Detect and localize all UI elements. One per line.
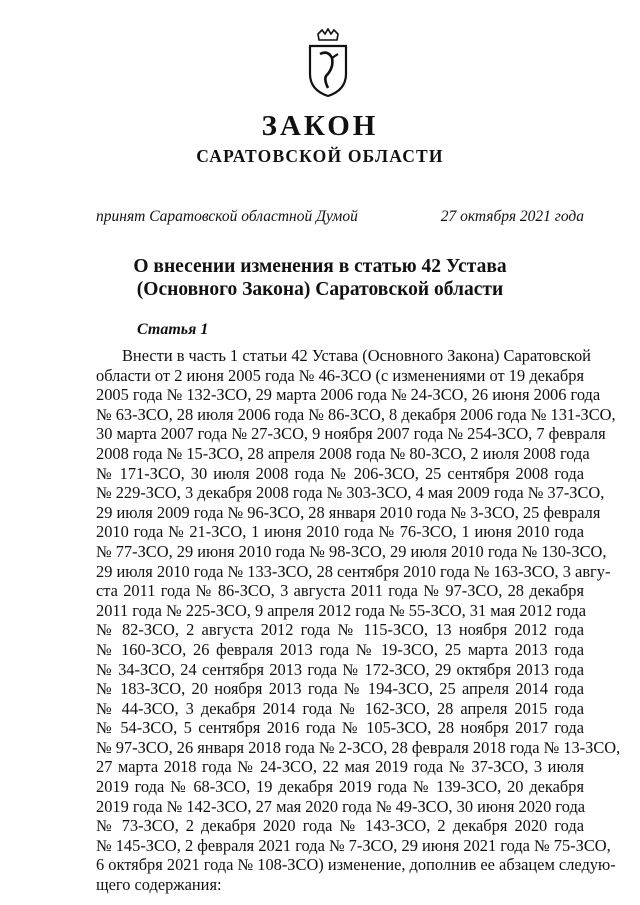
coat-of-arms-emblem [306, 28, 350, 98]
body-text-line: № 34-ЗСО, 24 сентября 2013 года № 172-ЗСО, 29 октября 2013 года [96, 659, 584, 679]
body-text-line: № 145-ЗСО, 2 февраля 2021 года № 7-ЗСО, 29 июня 2021 года № 75-ЗСО, [96, 835, 611, 855]
body-text-line: № 171-ЗСО, 30 июля 2008 года № 206-ЗСО, 25 сентября 2008 года [96, 463, 584, 483]
document-title-line: О внесении изменения в статью 42 Устава [133, 256, 507, 277]
article-body [96, 346, 621, 895]
body-text-line: 6 октября 2021 года № 108-ЗСО) изменение, дополнив ее абзацем следую- [96, 855, 616, 875]
body-text-line: № 63-ЗСО, 28 июля 2006 года № 86-ЗСО, 8 декабря 2006 года № 131-ЗСО, [96, 404, 616, 424]
body-text-line: 29 июля 2010 года № 133-ЗСО, 28 сентября 2010 года № 163-ЗСО, 3 авгу- [96, 561, 611, 581]
body-text-line: 2010 года № 21-ЗСО, 1 июня 2010 года № 76-ЗСО, 1 июня 2010 года [96, 522, 584, 542]
body-text-line: № 97-ЗСО, 26 января 2018 года № 2-ЗСО, 28 февраля 2018 года № 13-ЗСО, [96, 737, 621, 757]
body-text-line: 29 июля 2009 года № 96-ЗСО, 28 января 2010 года № 3-ЗСО, 25 февраля [96, 502, 601, 522]
adopted-by: принят Саратовской областной Думой [96, 208, 358, 225]
adoption-date: 27 октября 2021 года [440, 208, 584, 225]
body-text-line: 2008 года № 15-ЗСО, 28 апреля 2008 года № 80-ЗСО, 2 июля 2008 года [96, 443, 590, 463]
body-text-line: ста 2011 года № 86-ЗСО, 3 августа 2011 года № 97-ЗСО, 28 декабря [96, 581, 584, 601]
body-text-line: № 54-ЗСО, 5 сентября 2016 года № 105-ЗСО, 28 ноября 2017 года [96, 718, 584, 738]
body-text-line: № 77-ЗСО, 29 июня 2010 года № 98-ЗСО, 29 июля 2010 года № 130-ЗСО, [96, 541, 607, 561]
body-text-line: № 44-ЗСО, 3 декабря 2014 года № 162-ЗСО, 28 апреля 2015 года [96, 698, 584, 718]
body-text-line: 30 марта 2007 года № 27-ЗСО, 9 ноября 2007 года № 254-ЗСО, 7 февраля [96, 424, 606, 444]
body-text-line: 2019 года № 68-ЗСО, 19 декабря 2019 года № 139-ЗСО, 20 декабря [96, 777, 584, 797]
body-text-line: 2019 года № 142-ЗСО, 27 мая 2020 года № 49-ЗСО, 30 июня 2020 года [96, 796, 586, 816]
document-title-line: (Основного Закона) Саратовской области [136, 279, 504, 300]
body-text-line: № 160-ЗСО, 26 февраля 2013 года № 19-ЗСО, 25 марта 2013 года [96, 639, 584, 659]
body-text-line: области от 2 июня 2005 года № 46-ЗСО (с изменениями от 19 декабря [96, 365, 584, 385]
body-text-line: № 229-ЗСО, 3 декабря 2008 года № 303-ЗСО, 4 мая 2009 года № 37-ЗСО, [96, 483, 605, 503]
region-heading: САРАТОВСКОЙ ОБЛАСТИ [196, 146, 444, 166]
body-text-line: 2011 года № 225-ЗСО, 9 апреля 2012 года № 55-ЗСО, 31 мая 2012 года [96, 600, 586, 620]
body-text-line: № 73-ЗСО, 2 декабря 2020 года № 143-ЗСО, 2 декабря 2020 года [96, 816, 584, 836]
article-heading: Статья 1 [137, 321, 209, 338]
body-text-line: щего содержания: [96, 875, 222, 895]
law-heading: ЗАКОН [261, 110, 379, 142]
body-text-line: № 82-ЗСО, 2 августа 2012 года № 115-ЗСО, 13 ноября 2012 года [96, 620, 584, 640]
body-text-line: Внести в часть 1 статьи 42 Устава (Основного Закона) Саратовской [122, 346, 591, 365]
body-text-line: 2005 года № 132-ЗСО, 29 марта 2006 года № 24-ЗСО, 26 июня 2006 года [96, 385, 601, 405]
body-text-line: № 183-ЗСО, 20 ноября 2013 года № 194-ЗСО, 25 апреля 2014 года [96, 679, 584, 699]
body-text-line: 27 марта 2018 года № 24-ЗСО, 22 мая 2019 года № 37-ЗСО, 3 июля [96, 757, 584, 777]
